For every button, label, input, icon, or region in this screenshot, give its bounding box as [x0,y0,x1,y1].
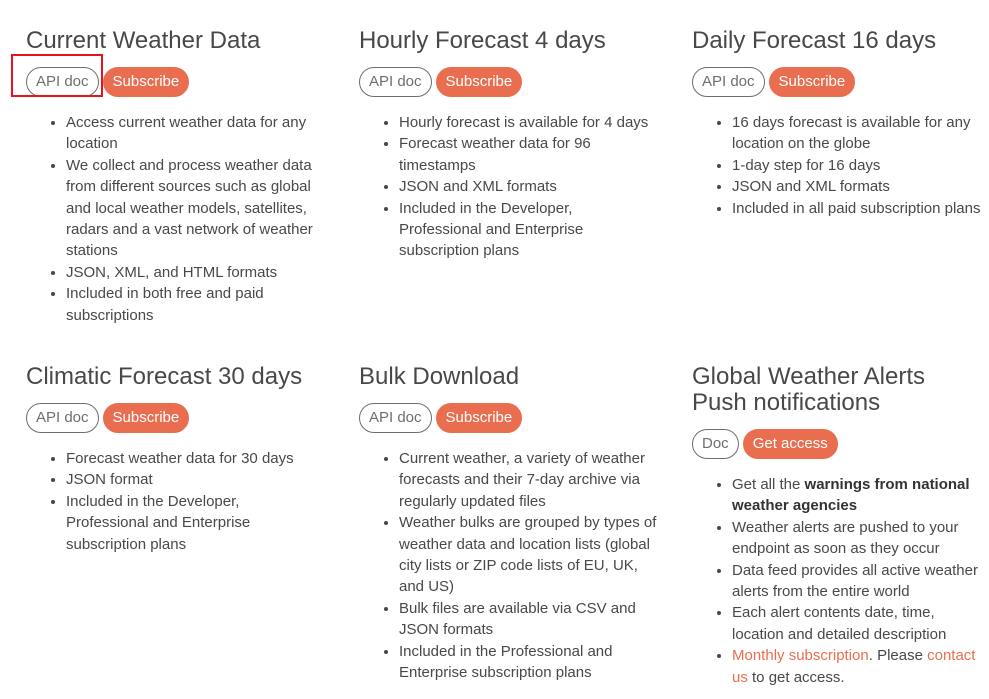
warnings-prefix: Get all the [732,476,805,493]
list-item: • Current weather, a variety of weather forecasts and their 7-day archive via regularly updated files [399,448,659,512]
list-item: • Included in the Professional and Enterprise subscription plans [399,641,659,684]
card-climatic-forecast [26,364,326,555]
list-item: • We collect and process weather data from different sources such as global and local weather models, satellites, radars and a vast network of weather stations [66,155,326,262]
list-item: • Forecast weather data for 96 timestamps [399,133,659,176]
card-title-line2: Push notifications [692,389,881,416]
doc-button[interactable]: Doc [692,429,739,459]
list-item: • 16 days forecast is available for any location on the globe [732,112,989,155]
api-doc-button[interactable]: API doc [26,67,99,97]
subscribe-button[interactable]: Subscribe [103,403,190,433]
card-title: Bulk Download [359,363,520,390]
list-item: • 1-day step for 16 days [732,155,989,176]
card-buttons [692,428,989,460]
card-daily-forecast [692,28,989,219]
feature-list [359,448,659,683]
card-buttons [359,402,659,434]
to-get-text: to get access. [747,668,845,686]
api-doc-button[interactable]: API doc [359,67,432,97]
feature-list [26,112,326,326]
feature-list [692,474,989,688]
card-title: Daily Forecast 16 days [692,27,937,54]
card-bulk-download [359,364,659,683]
list-item [732,645,989,688]
warnings-bold: warnings from national weather agencies [732,476,970,515]
list-item: • JSON and XML formats [732,176,989,197]
subscribe-button[interactable]: Subscribe [436,403,523,433]
list-item [732,474,989,517]
api-doc-button[interactable]: API doc [692,67,765,97]
subscribe-button[interactable]: Subscribe [769,67,856,97]
api-doc-button[interactable]: API doc [26,403,99,433]
list-item: • Included in the Developer, Professional and Enterprise subscription plans [66,491,326,555]
list-item: • Access current weather data for any location [66,112,326,155]
card-title [692,364,989,416]
card-title: Hourly Forecast 4 days [359,27,606,54]
card-title: Climatic Forecast 30 days [26,363,303,390]
list-item: • Included in both free and paid subscriptions [66,283,326,326]
list-item: • Weather alerts are pushed to your endpoint as soon as they occur [732,517,989,560]
list-item: • JSON, XML, and HTML formats [66,262,326,283]
list-item: • JSON and XML formats [399,176,659,197]
api-doc-button[interactable]: API doc [359,403,432,433]
card-buttons [359,66,659,98]
feature-list [359,112,659,262]
subscribe-button[interactable]: Subscribe [436,67,523,97]
list-item: • JSON format [66,469,326,490]
monthly-subscription-link[interactable]: Monthly subscription [732,647,869,665]
card-buttons [692,66,989,98]
list-item: • Data feed provides all active weather alerts from the entire world [732,560,989,603]
card-buttons [26,402,326,434]
please-text: . Please [868,647,928,665]
highlight-box [11,54,103,97]
subscribe-button[interactable]: Subscribe [103,67,190,97]
list-item: • Forecast weather data for 30 days [66,448,326,469]
list-item: • Included in the Developer, Professional and Enterprise subscription plans [399,198,659,262]
list-item: • Each alert contents date, time, location and detailed description [732,602,989,645]
card-hourly-forecast [359,28,659,262]
feature-list [26,448,326,555]
list-item: • Hourly forecast is available for 4 days [399,112,659,133]
contact-us-link[interactable]: contact us [732,647,976,686]
feature-list [692,112,989,219]
card-weather-alerts [692,364,989,688]
get-access-button[interactable]: Get access [743,429,838,459]
list-item: • Included in all paid subscription plans [732,198,989,219]
list-item: • Weather bulks are grouped by types of weather data and location lists (global city lists or ZIP code lists of EU, UK, and US) [399,512,659,598]
card-title: Current Weather Data [26,27,261,54]
card-title-line1: Global Weather Alerts [692,363,926,390]
list-item: • Bulk files are available via CSV and JSON formats [399,598,659,641]
